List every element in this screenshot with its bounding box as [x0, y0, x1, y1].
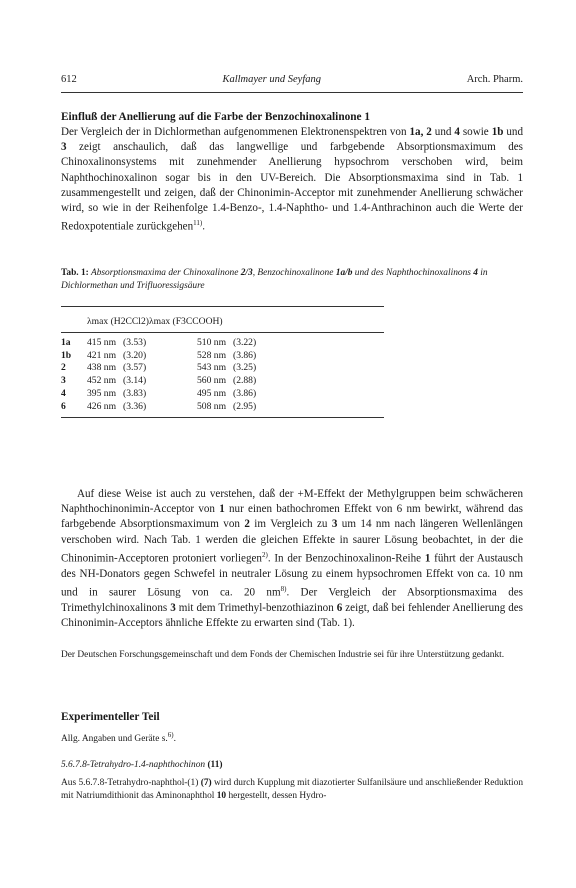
compound-id-cell: 2 — [61, 362, 66, 374]
page-header — [61, 74, 523, 85]
lambda-tfa-cell: 495 nm — [197, 388, 227, 400]
table-row — [61, 387, 283, 400]
lambda-dcm-cell: 421 nm — [87, 349, 117, 361]
paragraph-1: Der Vergleich der in Dichlormethan aufgenommenen Elektronenspektren von 1a, 2 und 4 sowie 1b und 3 zeigt anschaulich, daß das langwellige und farbgebende Absorptionsmaximum des Chinoxalinonsystems mit zunehmender Anellierung hypsochrom verschoben wird, beim Naphthochinoxalinon sogar bis in den UV-Bereich. Die Absorptionsmaxima sind in Tab. 1 zusammengestellt und zeigen, daß der Chinonimin-Acceptor mit zunehmender Anellierung schwächer wird, so wie in der Reihenfolge 1.4-Benzo-, 1.4-Naphtho- und 1.4-Anthrachinon auch die Werte der Redoxpotentiale zurückgehen$^{11)}$. — [61, 126, 523, 233]
compound-heading: 5.6.7.8-Tetrahydro-1.4-naphthochinon (11) — [61, 760, 223, 771]
column-header-dichloromethane: λmax (H2CCl2) — [87, 315, 149, 327]
logeps-tfa-cell: (3.86) — [233, 388, 257, 400]
lambda-dcm-cell: 395 nm — [87, 388, 117, 400]
table-row — [61, 336, 283, 349]
page-number: 612 — [61, 74, 77, 85]
lambda-tfa-cell: 560 nm — [197, 375, 227, 387]
reference-marker: 8) — [280, 584, 287, 593]
logeps-dcm-cell: (3.14) — [123, 375, 147, 387]
reference-marker: 2) — [261, 550, 268, 559]
logeps-dcm-cell: (3.53) — [123, 336, 147, 348]
logeps-tfa-cell: (2.95) — [233, 400, 257, 412]
table-caption: Tab. 1: Absorptionsmaxima der Chinoxalinone 2/3, Benzochinoxalinone 1a/b und des Naphthochinoxalinons 4 in Dichlormethan und Trifluoressigsäure — [61, 268, 488, 291]
lambda-tfa-cell: 528 nm — [197, 349, 227, 361]
logeps-tfa-cell: (3.22) — [233, 336, 257, 348]
lambda-tfa-cell: 508 nm — [197, 400, 227, 412]
lambda-dcm-cell: 452 nm — [87, 375, 117, 387]
compound-id-cell: 1b — [61, 349, 72, 361]
logeps-dcm-cell: (3.36) — [123, 400, 147, 412]
section-title: Einfluß der Anellierung auf die Farbe der Benzochinoxalinone 1 — [61, 111, 371, 123]
table-header-rule — [61, 332, 384, 333]
lambda-tfa-cell: 543 nm — [197, 362, 227, 374]
lambda-tfa-cell: 510 nm — [197, 336, 227, 348]
logeps-dcm-cell: (3.83) — [123, 388, 147, 400]
table-row — [61, 400, 283, 413]
running-authors: Kallmayer und Seyfang — [222, 74, 322, 85]
section-colour-influence — [61, 110, 523, 235]
lambda-dcm-cell: 426 nm — [87, 400, 117, 412]
reference-marker: 6) — [167, 731, 174, 739]
header-rule — [61, 92, 523, 93]
table-row — [61, 362, 283, 375]
paragraph-3: Aus 5.6.7.8-Tetrahydro-naphthol-(1) (7) wird durch Kupplung mit diazotierter Sulfanilsäure und anschließender Reduktion mit Natriumdithionit das Aminonaphthol 10 hergestellt, dessen Hydro- — [61, 777, 524, 801]
section-experimental — [61, 710, 523, 803]
table-row — [61, 349, 283, 362]
experimental-title: Experimenteller Teil — [61, 711, 160, 723]
table-header-row — [61, 315, 223, 328]
table-body — [61, 336, 523, 413]
paragraph-2: Auf diese Weise ist auch zu verstehen, daß der +M-Effekt der Methylgruppen beim schwächeren Naphthochinonimin-Acceptor von 1 nur einen bathochromen Effekt von 6 nm bewirkt, während das farbgebende Absorptionsmaximum von 2 im Vergleich zu 3 um 14 nm nach längeren Wellenlängen verschoben wird. Nach Tab. 1 werden die gleichen Effekte in saurer Lösung beobachtet, in der die Chinonimin-Acceptoren protoniert vorliegen$^{2)}$. In der Benzochinoxalinon-Reihe 1 führt der Austausch des NH-Donators gegen Schwefel in neutraler Lösung zu einem hypsochromen Effekt von ca. 10 nm und in saurer Lösung von ca. 20 $nm^{8)}$. Der Vergleich der Absorptionsmaxima des Trimethylchinoxalinons 3 mit dem Trimethyl-benzothiazinon 6 zeigt, daß bei fehlender Anellierung des Chinonimin-Acceptors ähnliche Effekte zu erwarten sind (Tab. 1). — [61, 488, 523, 629]
lambda-dcm-cell: 415 nm — [87, 336, 117, 348]
reference-marker: 11) — [193, 219, 203, 228]
acknowledgement: Der Deutschen Forschungsgemeinschaft und dem Fonds der Chemischen Industrie sei für ihre Unterstützung gedankt. — [61, 650, 505, 660]
table-label: Tab. 1: — [61, 268, 89, 278]
compound-id-cell: 4 — [61, 388, 66, 400]
table-bottom-rule — [61, 417, 384, 418]
compound-id-cell: 6 — [61, 400, 66, 412]
lambda-dcm-cell: 438 nm — [87, 362, 117, 374]
column-header-trifluoroacetic-acid: λmax (F3CCOOH) — [148, 315, 223, 327]
logeps-dcm-cell: (3.57) — [123, 362, 147, 374]
compound-id-cell: 1a — [61, 336, 71, 348]
compound-id-cell: 3 — [61, 375, 66, 387]
table-1 — [61, 315, 523, 328]
journal-name: Arch. Pharm. — [466, 74, 523, 85]
section-discussion — [61, 487, 523, 631]
table-row — [61, 374, 283, 387]
table-top-rule — [61, 306, 384, 307]
logeps-tfa-cell: (2.88) — [233, 375, 257, 387]
logeps-dcm-cell: (3.20) — [123, 349, 147, 361]
general-info: Allg. Angaben und Geräte s.$^{6)}$. — [61, 731, 176, 745]
logeps-tfa-cell: (3.25) — [233, 362, 257, 374]
logeps-tfa-cell: (3.86) — [233, 349, 257, 361]
